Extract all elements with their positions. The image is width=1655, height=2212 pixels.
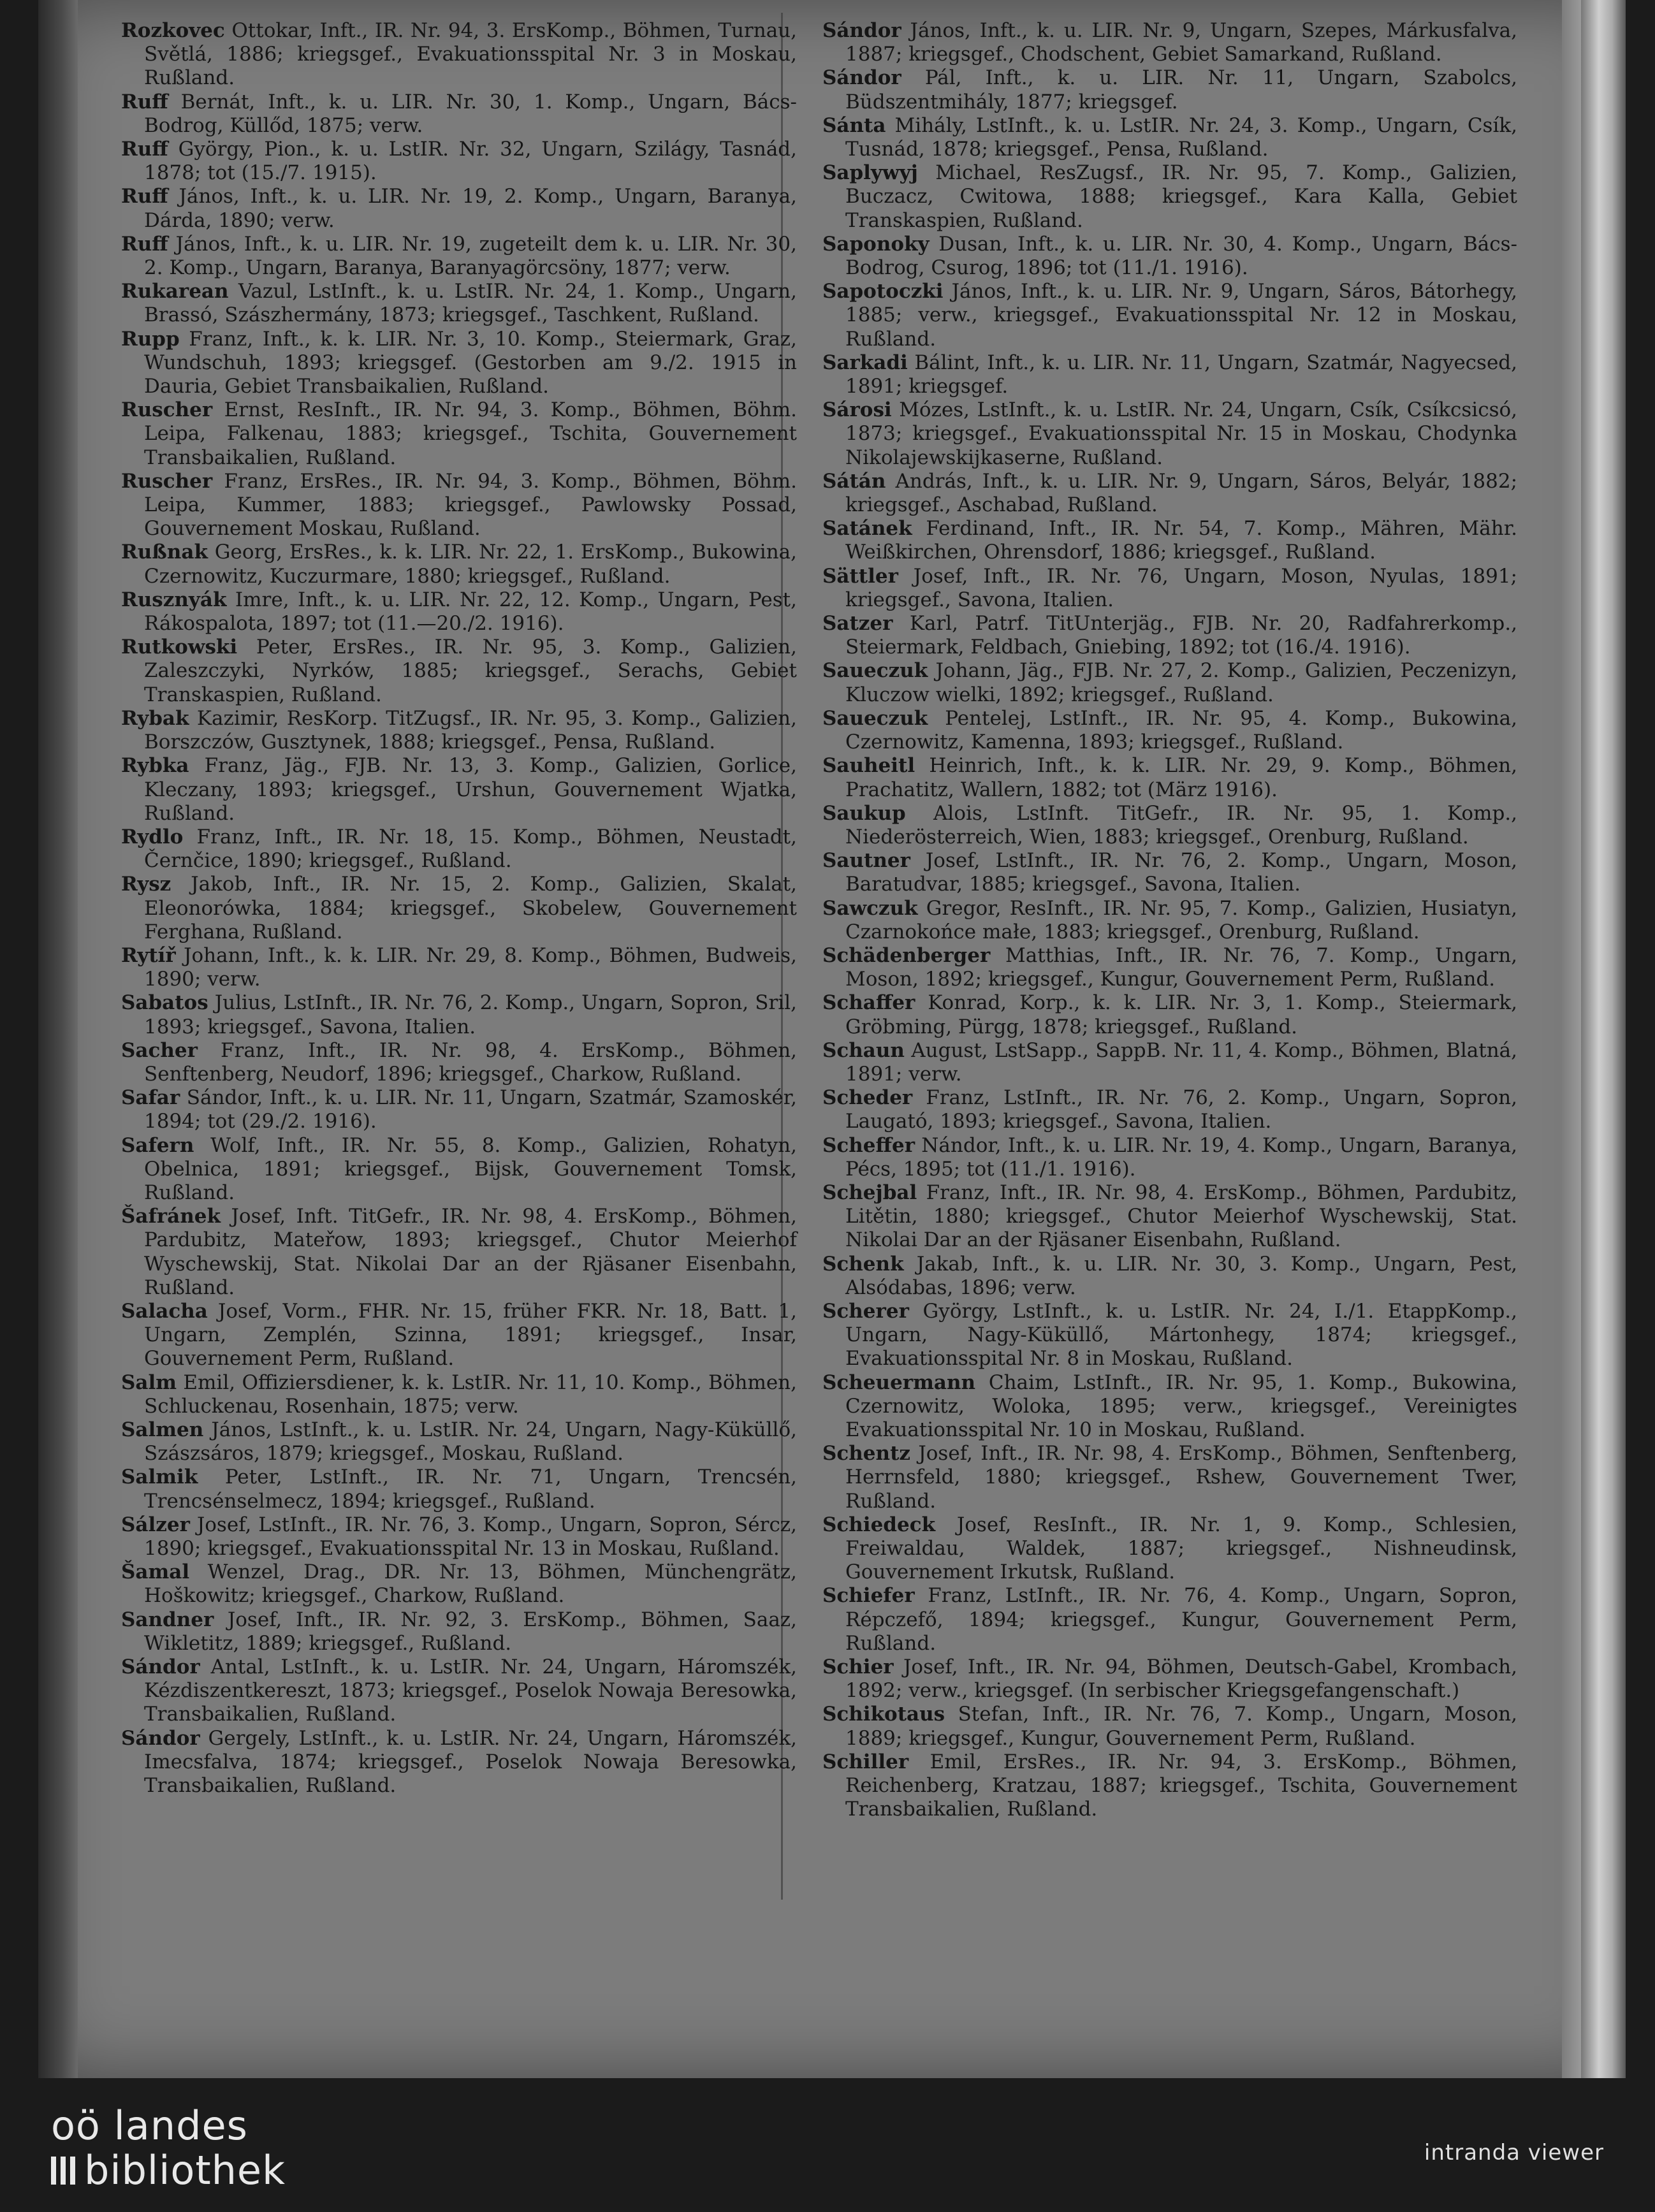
entry-details: Julius, LstInft., IR. Nr. 76, 2. Komp., Ungarn, Sopron, Sril, 1893; kriegsgef., Savona, Italien. (144, 991, 797, 1038)
entry-details: Josef, ResInft., IR. Nr. 1, 9. Komp., Schlesien, Freiwaldau, Waldek, 1887; kriegsgef., Nishneudinsk, Gouvernement Irkutsk, Rußland. (845, 1513, 1517, 1584)
register-entry (121, 470, 797, 541)
entry-surname: Schejbal (822, 1181, 917, 1204)
entry-surname: Šafránek (121, 1205, 221, 1228)
entry-details: Michael, ResZugsf., IR. Nr. 95, 7. Komp., Galizien, Buczacz, Cwitowa, 1888; kriegsgef., Kara Kalla, Gebiet Transkaspien, Rußland. (845, 161, 1517, 232)
entry-surname: Sättler (822, 564, 898, 588)
register-entry (822, 1039, 1517, 1086)
entry-surname: Sarkadi (822, 351, 908, 374)
entry-surname: Salmen (121, 1418, 204, 1441)
entry-details: János, Inft., k. u. LIR. Nr. 19, 2. Komp., Ungarn, Baranya, Dárda, 1890; verw. (144, 185, 797, 232)
register-entry (121, 328, 797, 399)
entry-surname: Sauheitl (822, 754, 915, 778)
register-entry (121, 398, 797, 470)
entry-surname: Sapotoczki (822, 280, 944, 303)
register-entry (121, 1371, 797, 1418)
register-entry (121, 754, 797, 826)
register-entry (822, 233, 1517, 280)
entry-surname: Rydlo (121, 825, 184, 848)
register-entry (822, 707, 1517, 754)
entry-surname: Scheder (822, 1086, 913, 1110)
entry-details: Josef, Inft., IR. Nr. 94, Böhmen, Deutsch-Gabel, Krombach, 1892; verw., kriegsgef. (In serbischer Kriegsgefangenschaft.) (845, 1655, 1517, 1703)
register-entry (822, 944, 1517, 991)
entry-surname: Safar (121, 1086, 180, 1110)
page-left-edge (38, 0, 78, 2078)
register-entry (822, 1253, 1517, 1300)
entry-details: Ernst, ResInft., IR. Nr. 94, 3. Komp., Böhmen, Böhm. Leipa, Falkenau, 1883; kriegsgef., Tschita, Gouvernement Transbaikalien, Rußland. (144, 398, 797, 469)
logo-line-2-wrap (51, 2148, 286, 2193)
entry-surname: Satzer (822, 612, 893, 636)
entry-details: Josef, Vorm., FHR. Nr. 15, früher FKR. Nr. 18, Batt. 1, Ungarn, Zemplén, Szinna, 1891; kriegsgef., Insar, Gouvernement Perm, Rußland. (144, 1299, 797, 1371)
entry-surname: Scheuermann (822, 1371, 976, 1394)
entry-surname: Schaffer (822, 991, 915, 1015)
entry-surname: Schentz (822, 1442, 910, 1466)
entry-details: Karl, Patrf. TitUnterjäg., FJB. Nr. 20, Radfahrerkomp., Steiermark, Feldbach, Gniebing, 1892; tot (16./4. 1916). (845, 612, 1517, 659)
entry-surname: Safern (121, 1133, 194, 1157)
entry-details: Josef, LstInft., IR. Nr. 76, 2. Komp., Ungarn, Moson, Baratudvar, 1885; kriegsgef., Savona, Italien. (845, 849, 1518, 896)
entry-surname: Šamal (121, 1561, 190, 1584)
register-entry (121, 1134, 797, 1205)
entry-details: Franz, Inft., IR. Nr. 18, 15. Komp., Böhmen, Neustadt, Černčice, 1890; kriegsgef., Rußland. (144, 825, 797, 873)
entry-details: György, Pion., k. u. LstIR. Nr. 32, Ungarn, Szilágy, Tasnád, 1878; tot (15./7. 1915). (144, 138, 797, 185)
entry-surname: Ruff (121, 138, 168, 161)
register-entry (121, 185, 797, 232)
entry-details: Josef, Inft., IR. Nr. 98, 4. ErsKomp., Böhmen, Senftenberg, Herrnsfeld, 1880; kriegsgef., Rshew, Gouvernement Twer, Rußland. (845, 1442, 1517, 1513)
entry-details: Peter, LstInft., IR. Nr. 71, Ungarn, Trencsén, Trencsénselmecz, 1894; kriegsgef., Rußland. (144, 1466, 797, 1513)
register-entry (121, 1608, 797, 1655)
register-entry (822, 802, 1517, 849)
entry-details: Peter, ErsRes., IR. Nr. 95, 3. Komp., Galizien, Zaleszczyki, Nyrków, 1885; kriegsgef., Serachs, Gebiet Transkaspien, Rußland. (144, 636, 798, 706)
entry-details: Josef, Inft., IR. Nr. 76, Ungarn, Moson, Nyulas, 1891; kriegsgef., Savona, Italien. (845, 564, 1517, 611)
register-entry (121, 1513, 797, 1561)
register-entry (121, 138, 797, 185)
entry-surname: Rupp (121, 327, 180, 351)
entry-details: Ferdinand, Inft., IR. Nr. 54, 7. Komp., Mähren, Mähr. Weißkirchen, Ohrensdorf, 1886; kriegsgef., Rußland. (845, 517, 1517, 564)
entry-surname: Sacher (121, 1038, 198, 1062)
entry-details: Konrad, Korp., k. k. LIR. Nr. 3, 1. Komp., Steiermark, Gröbming, Pürgg, 1878; kriegsgef., Rußland. (845, 991, 1517, 1038)
right-column (822, 19, 1517, 1821)
entry-details: János, LstInft., k. u. LstIR. Nr. 24, Ungarn, Nagy-Küküllő, Szászsáros, 1879; kriegsgef., Moskau, Rußland. (144, 1418, 797, 1466)
register-entry (822, 1703, 1517, 1750)
entry-details: Chaim, LstInft., IR. Nr. 95, 1. Komp., Bukowina, Czernowitz, Woloka, 1895; verw., kriegsgef., Vereinigtes Evakuationsspital Nr. 10 in Moskau, Rußland. (845, 1371, 1517, 1441)
entry-details: Jakab, Inft., k. u. LIR. Nr. 30, 3. Komp., Ungarn, Pest, Alsódabas, 1896; verw. (845, 1252, 1518, 1299)
register-entry (121, 1727, 797, 1798)
entry-surname: Schaun (822, 1038, 905, 1062)
entry-details: János, Inft., k. u. LIR. Nr. 19, zugeteilt dem k. u. LIR. Nr. 30, 2. Komp., Ungarn, Baranya, Baranyagörcsöny, 1877; verw. (144, 232, 797, 280)
register-entry (121, 233, 797, 280)
entry-details: Bernát, Inft., k. u. LIR. Nr. 30, 1. Komp., Ungarn, Bács-Bodrog, Küllőd, 1875; verw. (144, 90, 797, 137)
entry-surname: Salmik (121, 1466, 198, 1489)
entry-details: Alois, LstInft. TitGefr., IR. Nr. 95, 1. Komp., Niederösterreich, Wien, 1883; kriegsgef., Orenburg, Rußland. (845, 801, 1517, 848)
register-entry (822, 612, 1517, 659)
entry-details: Jakob, Inft., IR. Nr. 15, 2. Komp., Galizien, Skalat, Eleonorówka, 1884; kriegsgef., Skobelew, Gouvernement Ferghana, Rußland. (144, 873, 797, 943)
register-entry (822, 1300, 1517, 1371)
entry-details: János, Inft., k. u. LIR. Nr. 9, Ungarn, Sáros, Bátorhegy, 1885; verw., kriegsgef., Evakuationsspital Nr. 12 in Moskau, Rußland. (845, 280, 1518, 351)
register-entry (121, 1655, 797, 1727)
entry-surname: Ruff (121, 90, 168, 113)
register-entry (121, 1300, 797, 1371)
register-entry (121, 1466, 797, 1513)
register-entry (822, 114, 1517, 161)
entry-surname: Salacha (121, 1299, 208, 1323)
logo-line-1: oö landes (51, 2102, 248, 2149)
viewer-brand-label[interactable]: intranda viewer (1424, 2140, 1604, 2165)
entry-details: Wenzel, Drag., DR. Nr. 13, Böhmen, Münchengrätz, Hoškowitz; kriegsgef., Charkow, Rußland. (144, 1561, 797, 1608)
entry-surname: Scherer (822, 1299, 909, 1323)
register-entry (822, 1513, 1517, 1585)
entry-surname: Saplywyj (822, 161, 918, 185)
entry-details: August, LstSapp., SappB. Nr. 11, 4. Komp., Böhmen, Blatná, 1891; verw. (845, 1038, 1518, 1086)
page-right-shade (1562, 0, 1581, 2078)
entry-details: András, Inft., k. u. LIR. Nr. 9, Ungarn, Sáros, Belyár, 1882; kriegsgef., Aschabad, Rußland. (845, 469, 1518, 517)
entry-details: Franz, Jäg., FJB. Nr. 13, 3. Komp., Galizien, Gorlice, Kleczany, 1893; kriegsgef., Urshun, Gouvernement Wjatka, Rußland. (144, 754, 797, 825)
register-entry (822, 1584, 1517, 1655)
entry-surname: Schiefer (822, 1584, 915, 1608)
entry-details: Johann, Inft., k. k. LIR. Nr. 29, 8. Komp., Böhmen, Budweis, 1890; verw. (144, 943, 798, 991)
register-entry (822, 1371, 1517, 1443)
entry-surname: Saueczuk (822, 706, 928, 730)
register-entry (822, 897, 1517, 944)
register-entry (121, 1561, 797, 1608)
entry-details: Josef, Inft. TitGefr., IR. Nr. 98, 4. ErsKomp., Böhmen, Pardubitz, Mateřow, 1893; kriegsgef., Chutor Meierhof Wyschewskij, Stat. Nikolai Dar an der Rjäsaner Eisenbahn, Rußland. (144, 1205, 797, 1299)
entry-surname: Rytíř (121, 943, 176, 967)
entry-details: Bálint, Inft., k. u. LIR. Nr. 11, Ungarn, Szatmár, Nagyecsed, 1891; kriegsgef. (845, 351, 1517, 398)
entry-details: Franz, Inft., IR. Nr. 98, 4. ErsKomp., Böhmen, Senftenberg, Neudorf, 1896; kriegsgef., Charkow, Rußland. (144, 1038, 798, 1086)
entry-surname: Sándor (822, 19, 901, 42)
register-entry (121, 91, 797, 138)
entry-surname: Saponoky (822, 232, 930, 256)
register-entry (822, 991, 1517, 1038)
entry-details: Heinrich, Inft., k. k. LIR. Nr. 29, 9. Komp., Böhmen, Prachatitz, Wallern, 1882; tot (März 1916). (845, 754, 1517, 801)
entry-surname: Sándor (822, 66, 901, 90)
register-entry (121, 826, 797, 873)
register-entry (121, 280, 797, 327)
entry-details: Vazul, LstInft., k. u. LstIR. Nr. 24, 1. Komp., Ungarn, Brassó, Szászhermány, 1873; kriegsgef., Taschkent, Rußland. (144, 280, 797, 327)
entry-details: Johann, Jäg., FJB. Nr. 27, 2. Komp., Galizien, Peczenizyn, Kluczow wielki, 1892; kriegsgef., Rußland. (845, 659, 1518, 706)
entry-surname: Sándor (121, 1726, 200, 1750)
register-entry (822, 1750, 1517, 1822)
entry-details: Pentelej, LstInft., IR. Nr. 95, 4. Komp., Bukowina, Czernowitz, Kamenna, 1893; kriegsgef., Rußland. (845, 706, 1517, 754)
register-entry (121, 19, 797, 91)
register-entry (822, 470, 1517, 517)
entry-surname: Scheffer (822, 1133, 915, 1157)
entry-surname: Rusznyák (121, 588, 227, 611)
entry-surname: Schenk (822, 1252, 904, 1276)
entry-details: Matthias, Inft., IR. Nr. 76, 7. Komp., Ungarn, Moson, 1892; kriegsgef., Kungur, Gouvernement Perm, Rußland. (845, 943, 1518, 991)
entry-details: Ottokar, Inft., IR. Nr. 94, 3. ErsKomp., Böhmen, Turnau, Světlá, 1886; kriegsgef., Evakuationsspital Nr. 3 in Moskau, Rußland. (144, 19, 797, 90)
entry-surname: Rybka (121, 754, 189, 778)
entry-surname: Schiedeck (822, 1513, 936, 1536)
register-entry (822, 1134, 1517, 1181)
register-entry (822, 1181, 1517, 1253)
logo-bars-icon (51, 2157, 75, 2185)
entry-surname: Sándor (121, 1655, 200, 1679)
entry-details: Wolf, Inft., IR. Nr. 55, 8. Komp., Galizien, Rohatyn, Obelnica, 1891; kriegsgef., Bijsk, Gouvernement Tomsk, Rußland. (144, 1133, 798, 1204)
entry-details: Antal, LstInft., k. u. LstIR. Nr. 24, Ungarn, Háromszék, Kézdiszentkereszt, 1873; kriegsgef., Poselok Nowaja Beresowka, Transbaikalien, Rußland. (144, 1655, 797, 1726)
entry-surname: Saueczuk (822, 659, 928, 683)
register-entry (121, 944, 797, 991)
entry-surname: Satánek (822, 517, 912, 541)
entry-surname: Ruscher (121, 469, 213, 493)
entry-details: Imre, Inft., k. u. LIR. Nr. 22, 12. Komp., Ungarn, Pest, Rákospalota, 1897; tot (11.—20./2. 1916). (144, 588, 797, 636)
register-entry (121, 1039, 797, 1086)
register-entry (822, 66, 1517, 113)
register-entry (822, 161, 1517, 233)
entry-surname: Sautner (822, 849, 910, 873)
register-entry (121, 873, 797, 944)
logo-line-2: bibliothek (84, 2147, 286, 2194)
register-entry (121, 991, 797, 1038)
entry-surname: Rozkovec (121, 19, 225, 42)
register-entry (822, 659, 1517, 706)
register-entry (822, 398, 1517, 470)
register-entry (121, 636, 797, 707)
left-column (121, 19, 797, 1798)
entry-details: Stefan, Inft., IR. Nr. 76, 7. Komp., Ungarn, Moson, 1889; kriegsgef., Kungur, Gouvernement Perm, Rußland. (845, 1703, 1518, 1750)
entry-details: Franz, ErsRes., IR. Nr. 94, 3. Komp., Böhmen, Böhm. Leipa, Kummer, 1883; kriegsgef., Pawlowsky Possad, Gouvernement Moskau, Rußland. (144, 469, 798, 541)
entry-surname: Sánta (822, 113, 886, 137)
page-right-edge (1581, 0, 1626, 2078)
entry-surname: Sabatos (121, 991, 208, 1015)
entry-surname: Rukarean (121, 280, 229, 303)
register-entry (822, 754, 1517, 801)
entry-surname: Ruscher (121, 398, 213, 422)
library-logo[interactable] (51, 2104, 286, 2193)
entry-details: Franz, Inft., k. k. LIR. Nr. 3, 10. Komp., Steiermark, Graz, Wundschuh, 1893; kriegsgef. (Gestorben am 9./2. 1915 in Dauria, Gebiet Transbaikalien, Rußland. (144, 327, 797, 398)
entry-details: János, Inft., k. u. LIR. Nr. 9, Ungarn, Szepes, Márkusfalva, 1887; kriegsgef., Chodschent, Gebiet Samarkand, Rußland. (845, 19, 1517, 66)
register-entry (121, 707, 797, 754)
register-entry (822, 351, 1517, 398)
entry-details: Sándor, Inft., k. u. LIR. Nr. 11, Ungarn, Szatmár, Szamoskér, 1894; tot (29./2. 1916). (144, 1086, 797, 1133)
entry-details: Gregor, ResInft., IR. Nr. 95, 7. Komp., Galizien, Husiatyn, Czarnokońce małe, 1883; kriegsgef., Orenburg, Rußland. (845, 896, 1517, 943)
entry-details: Georg, ErsRes., k. k. LIR. Nr. 22, 1. ErsKomp., Bukowina, Czernowitz, Kuczurmare, 1880; kriegsgef., Rußland. (144, 541, 797, 588)
register-entry (822, 19, 1517, 66)
register-entry (822, 849, 1517, 896)
entry-details: Gergely, LstInft., k. u. LstIR. Nr. 24, Ungarn, Háromszék, Imecsfalva, 1874; kriegsgef., Poselok Nowaja Beresowka, Transbaikalien, Rußland. (144, 1726, 797, 1798)
entry-details: György, LstInft., k. u. LstIR. Nr. 24, I./1. EtappKomp., Ungarn, Nagy-Küküllő, Mártonhegy, 1874; kriegsgef., Evakuationsspital Nr. 8 in Moskau, Rußland. (845, 1299, 1517, 1371)
register-entry (121, 588, 797, 636)
register-entry (822, 1442, 1517, 1513)
register-entry (121, 1086, 797, 1133)
entry-details: Emil, Offiziersdiener, k. k. LstIR. Nr. 11, 10. Komp., Böhmen, Schluckenau, Rosenhain, 1875; verw. (144, 1371, 798, 1418)
entry-surname: Sawczuk (822, 896, 918, 920)
entry-surname: Sátán (822, 469, 886, 493)
scanned-page (38, 0, 1626, 2078)
entry-surname: Sárosi (822, 398, 892, 422)
entry-details: Josef, Inft., IR. Nr. 92, 3. ErsKomp., Böhmen, Saaz, Wikletitz, 1889; kriegsgef., Rußland. (144, 1608, 797, 1655)
register-entry (121, 541, 797, 588)
entry-details: Dusan, Inft., k. u. LIR. Nr. 30, 4. Komp., Ungarn, Bács-Bodrog, Csurog, 1896; tot (11./1. 1916). (845, 232, 1517, 280)
entry-details: Franz, LstInft., IR. Nr. 76, 4. Komp., Ungarn, Sopron, Répczefő, 1894; kriegsgef., Kungur, Gouvernement Perm, Rußland. (845, 1584, 1517, 1655)
entry-details: Mózes, LstInft., k. u. LstIR. Nr. 24, Ungarn, Csík, Csíkcsicsó, 1873; kriegsgef., Evakuationsspital Nr. 15 in Moskau, Chodynka Nikolajewskijkaserne, Rußland. (845, 398, 1518, 469)
register-entry (822, 1655, 1517, 1703)
entry-details: Nándor, Inft., k. u. LIR. Nr. 19, 4. Komp., Ungarn, Baranya, Pécs, 1895; tot (11./1. 1916). (845, 1133, 1517, 1181)
entry-details: Mihály, LstInft., k. u. LstIR. Nr. 24, 3. Komp., Ungarn, Csík, Tusnád, 1878; kriegsgef., Pensa, Rußland. (845, 113, 1518, 161)
entry-surname: Schier (822, 1655, 894, 1679)
entry-details: Kazimir, ResKorp. TitZugsf., IR. Nr. 95, 3. Komp., Galizien, Borszczów, Gusztynek, 1888; kriegsgef., Pensa, Rußland. (144, 706, 798, 754)
entry-surname: Rußnak (121, 541, 208, 564)
entry-surname: Ruff (121, 185, 168, 208)
register-entry (822, 565, 1517, 612)
entry-surname: Rutkowski (121, 636, 238, 659)
entry-details: Emil, ErsRes., IR. Nr. 94, 3. ErsKomp., Böhmen, Reichenberg, Kratzau, 1887; kriegsgef., Tschita, Gouvernement Transbaikalien, Rußland. (845, 1750, 1517, 1821)
entry-surname: Sálzer (121, 1513, 190, 1536)
entry-surname: Schiller (822, 1750, 909, 1773)
entry-surname: Rybak (121, 706, 189, 730)
register-entry (822, 517, 1517, 564)
entry-details: Franz, Inft., IR. Nr. 98, 4. ErsKomp., Böhmen, Pardubitz, Litětin, 1880; kriegsgef., Chutor Meierhof Wyschewskij, Stat. Nikolai Dar an der Rjäsaner Eisenbahn, Rußland. (845, 1181, 1517, 1252)
entry-surname: Saukup (822, 801, 906, 825)
entry-details: Pál, Inft., k. u. LIR. Nr. 11, Ungarn, Szabolcs, Büdszentmihály, 1877; kriegsgef. (845, 66, 1517, 113)
register-entry (822, 1086, 1517, 1133)
entry-details: Josef, LstInft., IR. Nr. 76, 3. Komp., Ungarn, Sopron, Sércz, 1890; kriegsgef., Evakuationsspital Nr. 13 in Moskau, Rußland. (144, 1513, 797, 1560)
register-entry (121, 1205, 797, 1300)
entry-surname: Sandner (121, 1608, 214, 1631)
entry-details: Franz, LstInft., IR. Nr. 76, 2. Komp., Ungarn, Sopron, Laugató, 1893; kriegsgef., Savona, Italien. (845, 1086, 1517, 1133)
register-entry (822, 280, 1517, 351)
entry-surname: Rysz (121, 873, 171, 896)
entry-surname: Salm (121, 1371, 177, 1394)
entry-surname: Schikotaus (822, 1703, 945, 1726)
entry-surname: Ruff (121, 232, 168, 256)
entry-surname: Schädenberger (822, 943, 991, 967)
register-entry (121, 1418, 797, 1466)
